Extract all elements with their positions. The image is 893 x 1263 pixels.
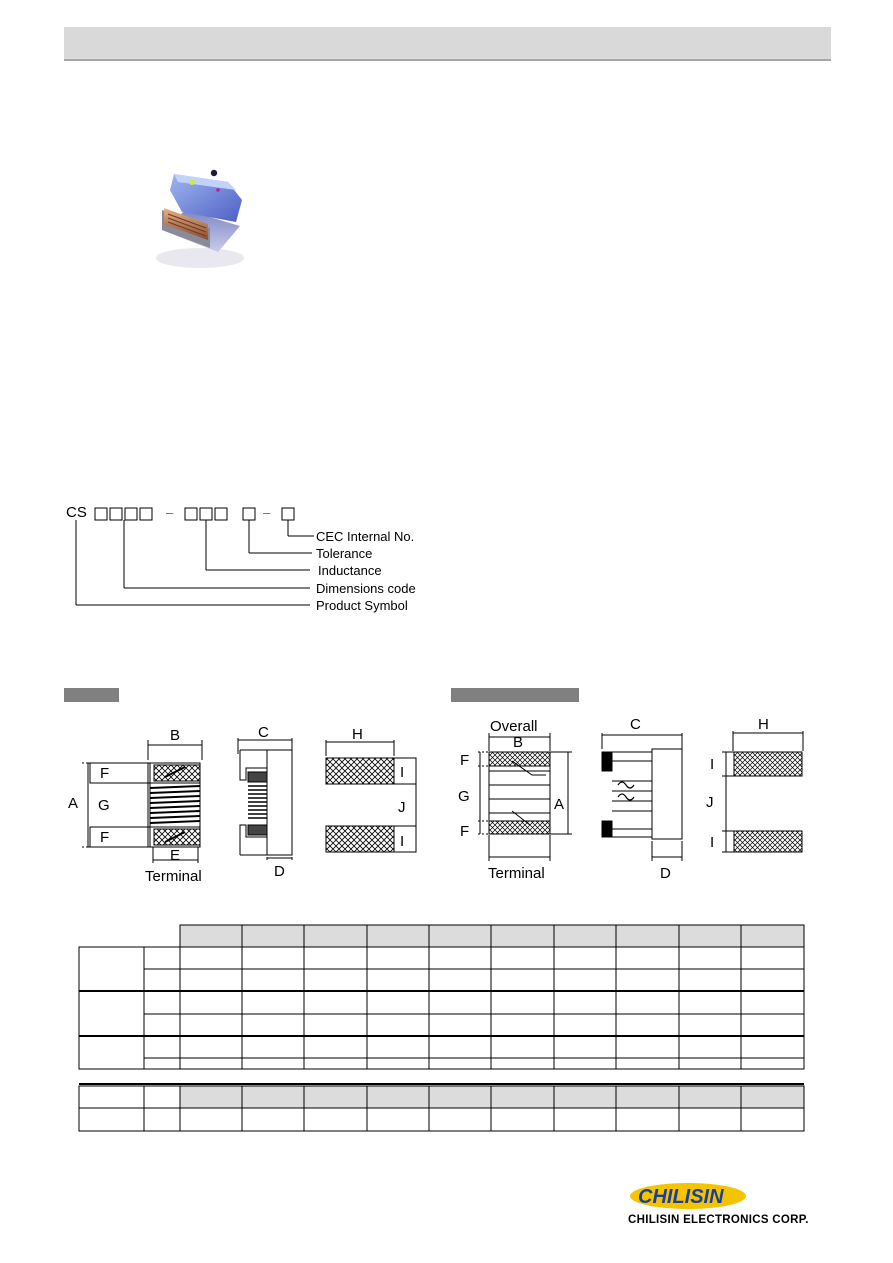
dim-left-terminal: Terminal — [145, 868, 202, 885]
label-product-symbol: Product Symbol — [316, 598, 408, 613]
dim-right-label-h: H — [758, 716, 769, 733]
dim-left-label-j: J — [398, 799, 406, 816]
dimension-diagram-left — [60, 720, 420, 890]
dim-right-label-i-top: I — [710, 756, 715, 773]
label-cec-internal-no: CEC Internal No. — [316, 529, 415, 544]
dim-right-label-c: C — [630, 716, 641, 733]
dim-left-label-d: D — [274, 863, 285, 880]
label-dimensions-code: Dimensions code — [316, 581, 416, 596]
dim-right-overall: Overall — [490, 718, 538, 735]
header-bar — [64, 27, 831, 61]
logo-mark — [628, 1178, 828, 1214]
dim-left-label-g: G — [98, 797, 110, 814]
section-bar-left — [64, 688, 119, 702]
dim-right-label-d: D — [660, 865, 671, 882]
dim-left-label-f-bottom: F — [100, 829, 110, 846]
dim-right-label-i-bottom: I — [710, 834, 715, 851]
part-prefix: CS — [66, 504, 87, 521]
dim-left-label-f-top: F — [100, 765, 110, 782]
dim-left-label-i-top: I — [400, 764, 405, 781]
dim-left-label-h: H — [352, 726, 363, 743]
logo-brand: CHILISIN — [638, 1186, 724, 1208]
dim-right-label-f-top: F — [460, 752, 470, 769]
dim-right-label-a: A — [554, 796, 565, 813]
separator-1: – — [166, 505, 174, 520]
dim-right-terminal: Terminal — [488, 865, 545, 882]
dim-right-label-j: J — [706, 794, 714, 811]
spec-table — [78, 924, 808, 1134]
dim-right-label-f-bottom: F — [460, 823, 470, 840]
dim-left-label-i-bottom: I — [400, 833, 405, 850]
part-number-diagram — [60, 500, 460, 620]
dim-left-label-c: C — [258, 724, 269, 741]
product-photo — [148, 160, 248, 275]
separator-2: – — [263, 505, 271, 520]
dimension-diagram-right — [450, 715, 820, 885]
logo-company-name: CHILISIN ELECTRONICS CORP. — [628, 1214, 809, 1226]
dim-right-label-b: B — [513, 734, 524, 751]
label-inductance: Inductance — [318, 563, 382, 578]
dim-left-label-a: A — [68, 795, 79, 812]
dim-left-label-e: E — [170, 847, 181, 864]
label-tolerance: Tolerance — [316, 546, 373, 561]
dim-right-label-g: G — [458, 788, 470, 805]
company-logo — [628, 1178, 828, 1230]
dim-left-label-b: B — [170, 727, 181, 744]
section-bar-right — [451, 688, 579, 702]
